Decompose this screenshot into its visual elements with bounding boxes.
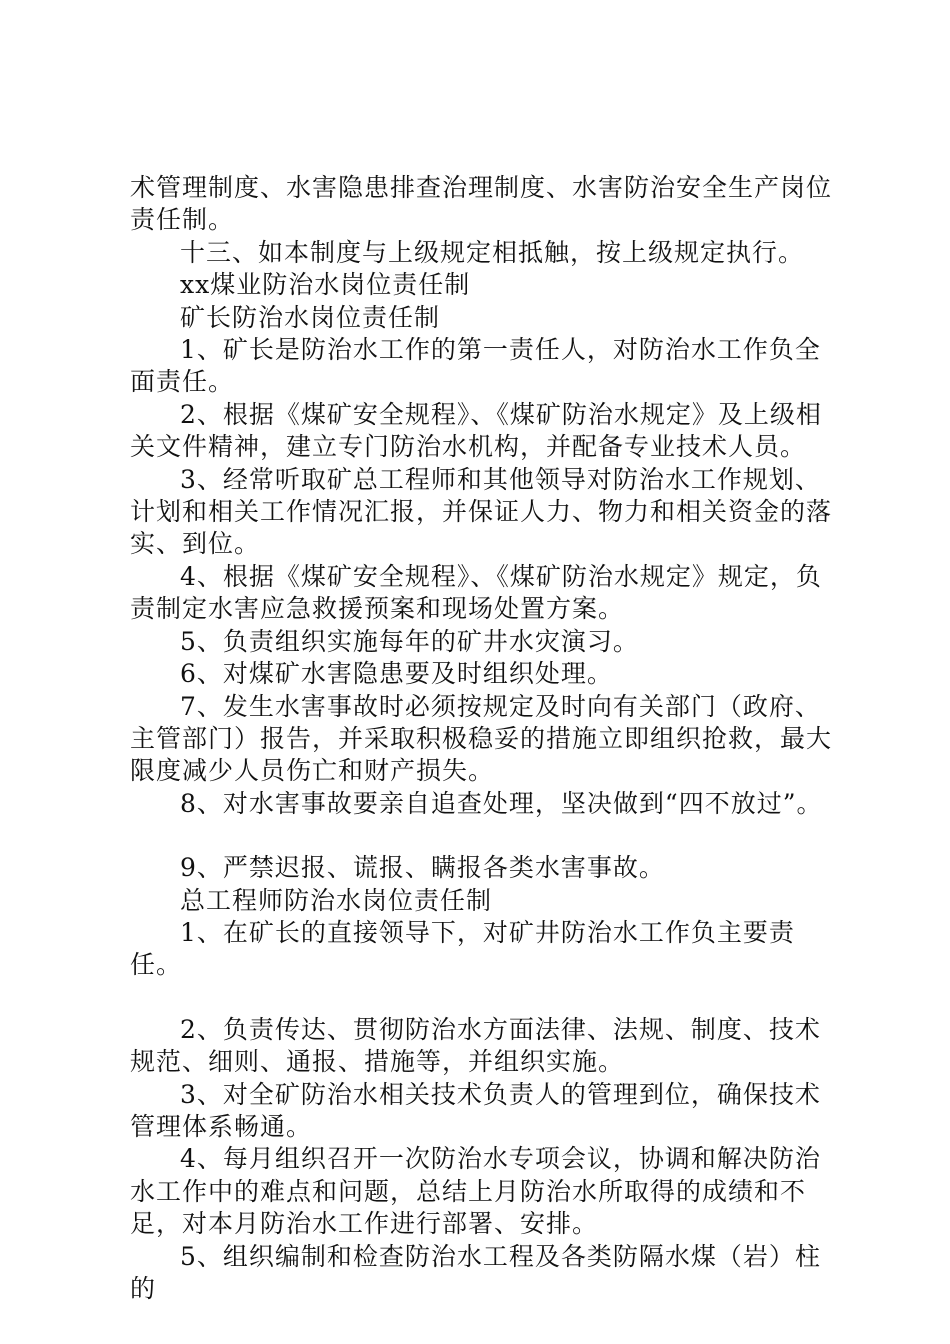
paragraph: 9、严禁迟报、谎报、瞒报各类水害事故。 (180, 853, 665, 883)
paragraph: 6、对煤矿水害隐患要及时组织处理。 (180, 659, 613, 689)
paragraph: 3、经常听取矿总工程师和其他领导对防治水工作规划、计划和相关工作情况汇报，并保证人力、物力和相关资金的落实、到位。 (130, 464, 833, 559)
paragraph: 1、在矿长的直接领导下，对矿井防治水工作负主要责任。 (130, 917, 795, 980)
paragraph: 8、对水害事故要亲自追查处理，坚决做到“四不放过”。 (180, 788, 823, 818)
subsection-title: 矿长防治水岗位责任制 (180, 302, 441, 332)
subsection-title: 总工程师防治水岗位责任制 (180, 885, 493, 915)
paragraph: 3、对全矿防治水相关技术负责人的管理到位，确保技术管理体系畅通。 (130, 1079, 821, 1141)
body-text (130, 172, 835, 1305)
paragraph: 术管理制度、水害隐患排查治理制度、水害防治安全生产岗位责任制。 (130, 173, 833, 235)
paragraph: 5、负责组织实施每年的矿井水灾演习。 (180, 626, 639, 656)
paragraph: 4、每月组织召开一次防治水专项会议，协调和解决防治水工作中的难点和问题，总结上月防治水所取得的成绩和不足，对本月防治水工作进行部署、安排。 (130, 1144, 821, 1239)
paragraph: 十三、如本制度与上级规定相抵触，按上级规定执行。 (180, 237, 805, 267)
paragraph: 7、发生水害事故时必须按规定及时向有关部门（政府、主管部门）报告，并采取积极稳妥的措施立即组织抢救，最大限度减少人员伤亡和财产损失。 (130, 691, 833, 786)
paragraph: 4、根据《煤矿安全规程》、《煤矿防治水规定》规定，负责制定水害应急救援预案和现场处置方案。 (130, 561, 822, 624)
section-title: xx煤业防治水岗位责任制 (180, 270, 471, 300)
paragraph: 2、负责传达、贯彻防治水方面法律、法规、制度、技术规范、细则、通报、措施等，并组织实施。 (130, 1014, 821, 1077)
paragraph: 5、组织编制和检查防治水工程及各类防隔水煤（岩）柱的 (130, 1241, 821, 1303)
paragraph: 1、矿长是防治水工作的第一责任人，对防治水工作负全面责任。 (130, 335, 821, 397)
paragraph: 2、根据《煤矿安全规程》、《煤矿防治水规定》及上级相关文件精神，建立专门防治水机构，并配备专业技术人员。 (130, 399, 822, 462)
